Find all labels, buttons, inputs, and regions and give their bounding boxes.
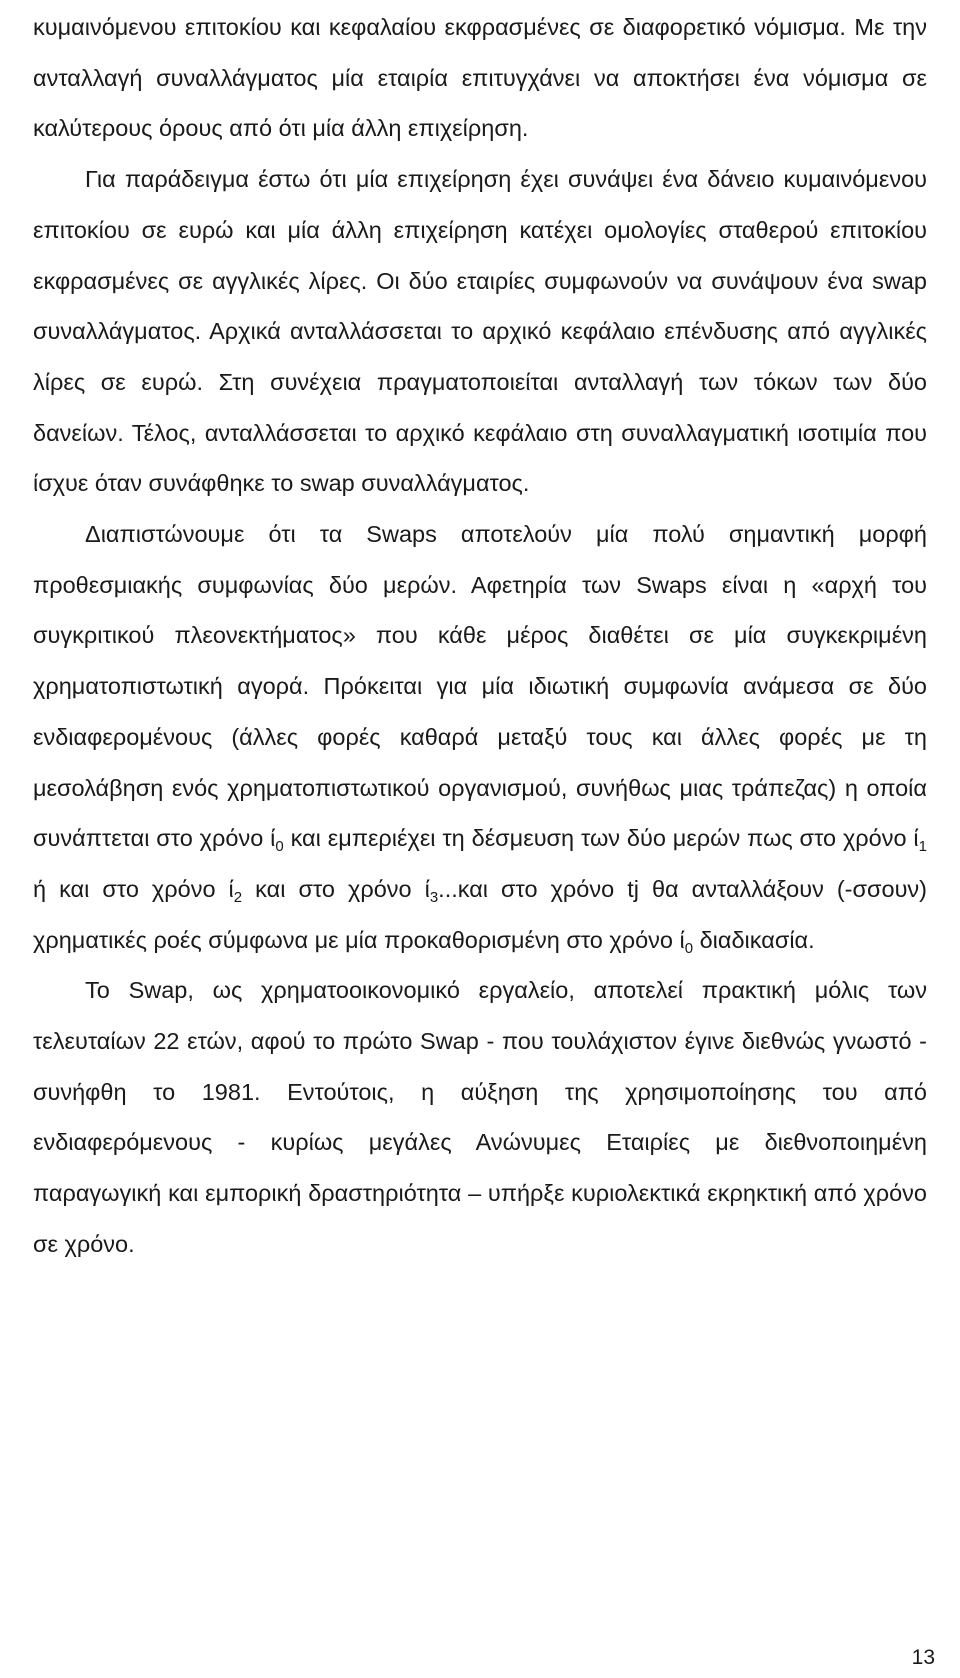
text-segment: ή και στο χρόνο ί [33,875,234,902]
text-segment: ...και στο χρόνο tj θα ανταλλάξουν (-σσουν) χρηματικές ροές σύμφωνα με μία προκαθορισμένη στο χρόνο ί [33,875,928,953]
page-number: 13 [911,1646,935,1669]
subscript: 0 [684,939,694,957]
paragraph-currency-swap-example: Για παράδειγμα έστω ότι μία επιχείρηση έχει συνάψει ένα δάνειο κυμαινόμενου επιτοκίου σε ευρώ και μία άλλη επιχείρηση κατέχει ομολογίες σταθερού επιτοκίου εκφρασμένες σε αγγλικές λίρες. Οι δύο εταιρίες συμφωνούν να συνάψουν ένα swap συναλλάγματος. Αρχικά ανταλλάσσεται το αρχικό κεφάλαιο επένδυσης από αγγλικές λίρες σε ευρώ. Στη συνέχεια πραγματοποιείται ανταλλαγή των τόκων των δύο δανείων. Τέλος, ανταλλάσσεται το αρχικό κεφάλαιο στη συναλλαγματική ισοτιμία που ίσχυε όταν συνάφθηκε το swap συναλλάγματος. [33,166,927,497]
paragraph-swap-history: Το Swap, ως χρηματοοικονομικό εργαλείο, αποτελεί πρακτική μόλις των τελευταίων 22 ετών, αφού το πρώτο Swap - που τουλάχιστον έγινε διεθνώς γνωστό - συνήφθη το 1981. Εντούτοις, η αύξηση της χρησιμοποίησης του από ενδιαφερόμενους - κυρίως μεγάλες Ανώνυμες Εταιρίες με διεθνοποιημένη παραγωγική και εμπορική δραστηριότητα – υπήρξε κυριολεκτικά εκρηκτική από χρόνο σε χρόνο. [33,977,927,1257]
subscript: 2 [233,888,243,906]
paragraph-swaps-definition [33,509,927,965]
paragraph-continuation: κυμαινόμενου επιτοκίου και κεφαλαίου εκφρασμένες σε διαφορετικό νόμισμα. Με την ανταλλαγή συναλλάγματος μία εταιρία επιτυγχάνει να αποκτήσει ένα νόμισμα σε καλύτερους όρους από ότι μία άλλη επιχείρηση. [33,14,927,142]
subscript: 0 [275,838,284,856]
text-segment: και στο χρόνο ί [242,875,430,902]
text-segment: Διαπιστώνουμε ότι τα Swaps αποτελούν μία πολύ σημαντική μορφή προθεσμιακής συμφωνίας δύο μερών. Αφετηρία των Swaps είναι η «αρχή του συγκριτικού πλεονεκτήματος» που κάθε μέρος διαθέτει σε μία συγκεκριμένη χρηματοπιστωτική αγορά. Πρόκειται για μία ιδιωτική συμφωνία ανάμεσα σε δύο ενδιαφερομένους (άλλες φορές καθαρά μεταξύ τους και άλλες φορές με τη μεσολάβηση ενός χρηματοπιστωτικού οργανισμού, συνήθως μιας τράπεζας) η οποία συνάπτεται στο χρόνο ί [33,521,927,852]
text-segment: διαδικασία. [693,926,815,953]
page-body [33,2,927,1270]
text-segment: και εμπεριέχει τη δέσμευση των δύο μερών πως στο χρόνο ί [283,825,919,852]
subscript: 3 [429,888,439,906]
subscript: 1 [918,838,927,856]
